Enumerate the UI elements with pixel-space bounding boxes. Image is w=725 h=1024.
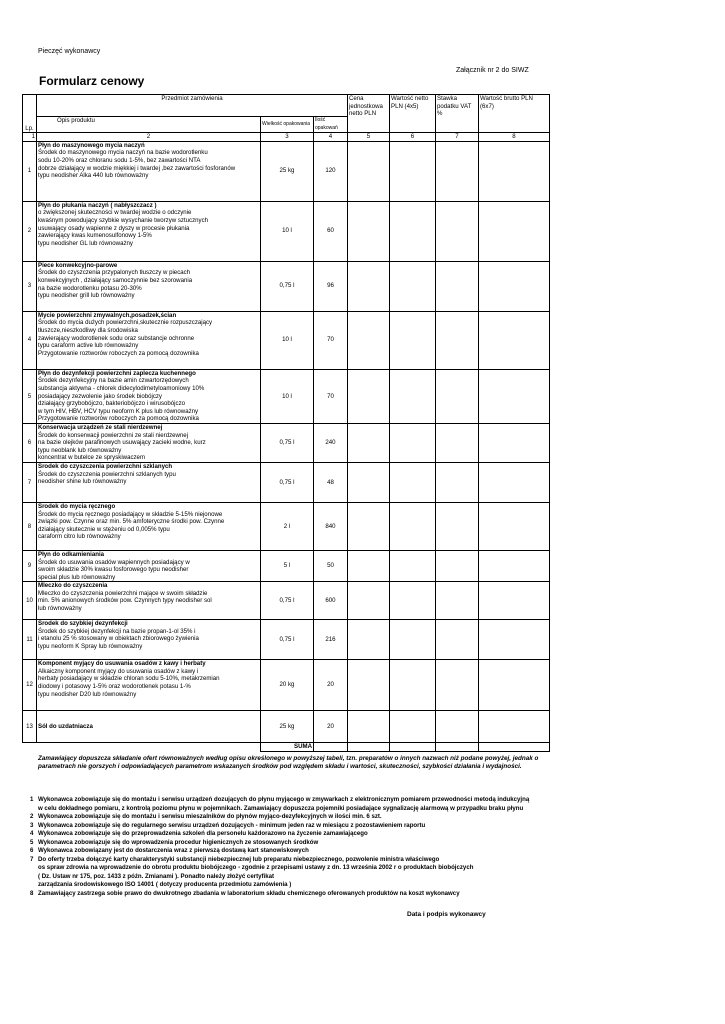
header-unit-price: Cena jednostkowa netto PLN (348, 95, 390, 133)
condition-number: 4 (30, 830, 34, 837)
product-desc-line: Przygotowanie roztworów roboczych za pomocą dozownika (38, 349, 199, 357)
unit-price-cell[interactable] (348, 261, 390, 311)
unit-price-cell[interactable] (348, 502, 390, 550)
annex-label: Załącznik nr 2 do SIWZ (456, 67, 529, 74)
product-desc-line: diodowy i potasowy 1-5% oraz wodorotlenek potasu 1-% (38, 683, 191, 691)
vat-cell[interactable] (436, 423, 479, 462)
pack-count: 600 (314, 582, 348, 620)
unit-price-cell[interactable] (348, 660, 390, 711)
product-desc-line: sodu 10-20% oraz chloranu sodu 1-5%, bez zawartości NTA (38, 156, 201, 164)
row-lp: 4 (23, 311, 37, 369)
condition-number: 7 (30, 855, 34, 863)
row-lp: 12 (23, 660, 37, 711)
row-lp: 5 (23, 369, 37, 423)
gross-value-cell[interactable] (479, 711, 550, 743)
product-desc-line: special plus lub równoważny (38, 573, 116, 581)
condition-number (30, 805, 38, 814)
vat-cell[interactable] (436, 311, 479, 369)
product-desc-line: typu caraform active lub równoważny (38, 342, 139, 350)
row-lp: 13 (23, 711, 37, 743)
product-description (37, 311, 261, 369)
condition-item (30, 864, 590, 873)
condition-text: ( Dz. Ustaw nr 175, poz. 1433 z późn. Zmianami ). Ponadto należy złożyć certyfikat (38, 872, 275, 880)
product-desc-line: swoim składzie 30% kwasu fosforowego typu neodisher (38, 566, 189, 574)
sum-cell[interactable] (348, 743, 390, 752)
product-desc-line: Środek do mycia ręcznego posiadający w składzie 5-15% niejonowe (38, 510, 223, 518)
header-net-value: Wartość netto PLN (4x5) (390, 95, 436, 133)
condition-item (30, 881, 590, 890)
stamp-label: Pieczęć wykonawcy (38, 48, 101, 55)
table-row (23, 550, 550, 581)
gross-value-cell[interactable] (479, 502, 550, 550)
product-desc-line: min. 5% anionowych środków pow. Czynnych typy neodisher sol (38, 597, 212, 605)
pack-count: 20 (314, 660, 348, 711)
product-desc-line: na bazie olejków parafinowych usuwający zacieki wodne, kurz (38, 439, 206, 447)
net-value-cell[interactable] (390, 711, 436, 743)
product-desc-line: caraform citro lub równoważny (38, 533, 121, 541)
product-description (37, 201, 261, 261)
pack-size: 10 l (261, 201, 314, 261)
product-desc-line: typu neodisher GL lub równoważny (38, 239, 133, 247)
product-desc-line: Środek do maszynowego mycia naczyń na bazie wodorotlenku (38, 149, 208, 157)
gross-value-cell[interactable] (479, 582, 550, 620)
product-title: Płyn do maszynowego mycia naczyń (38, 141, 145, 149)
condition-text: Wykonawca zobowiązuje się do przeprowadzenia szkoleń dla personelu każdorazowo na życzenie zamawiającego (38, 830, 368, 837)
pack-count: 50 (314, 550, 348, 581)
product-desc-line: neodisher shine lub równoważny (38, 478, 127, 486)
product-title: Mleczko do czyszczenia (38, 582, 108, 590)
table-row (23, 141, 550, 201)
row-lp: 3 (23, 261, 37, 311)
pack-count: 120 (314, 141, 348, 201)
pack-size: 0,75 l (261, 620, 314, 660)
net-value-cell[interactable] (390, 201, 436, 261)
table-row (23, 423, 550, 462)
net-value-cell[interactable] (390, 423, 436, 462)
col-number: 3 (261, 133, 314, 142)
unit-price-cell[interactable] (348, 141, 390, 201)
sum-spacer (23, 743, 261, 752)
sum-cell[interactable] (390, 743, 436, 752)
pack-size: 0,75 l (261, 261, 314, 311)
product-desc-line: w tym HIV, HBV, HCV typu neoform K plus lub równoważny (38, 407, 199, 415)
product-desc-line: działający grzybobójczo, bakteriobójczo i wirusobójczo (38, 400, 185, 408)
vat-cell[interactable] (436, 502, 479, 550)
gross-value-cell[interactable] (479, 201, 550, 261)
product-desc-line: Środek do mycia dużych powierzchni,skutecznie rozpuszczający (38, 319, 213, 327)
product-description (37, 620, 261, 660)
sum-cell[interactable] (314, 743, 348, 752)
product-desc-line: Środek do usuwania osadów wapiennych posiadający w (38, 558, 190, 566)
net-value-cell[interactable] (390, 582, 436, 620)
product-desc-line: dobrze działający w wodzie miękkiej i twardej ,bez zawartości fosforanów (38, 164, 236, 172)
row-lp: 6 (23, 423, 37, 462)
product-description (37, 502, 261, 550)
gross-value-cell[interactable] (479, 141, 550, 201)
table-row (23, 711, 550, 743)
product-desc-line: i etanolu 25 % stosowany w obiektach zbiorowego żywienia (38, 635, 199, 643)
pack-count: 48 (314, 462, 348, 502)
condition-text: Do oferty trzeba dołączyć karty charakterystyki substancji niebezpiecznej lub preparatu niebezpiecznego, pozwolenie ministra właściwego (38, 855, 440, 863)
gross-value-cell[interactable] (479, 261, 550, 311)
vat-cell[interactable] (436, 660, 479, 711)
net-value-cell[interactable] (390, 311, 436, 369)
condition-number: 3 (30, 821, 34, 829)
vat-cell[interactable] (436, 711, 479, 743)
unit-price-cell[interactable] (348, 711, 390, 743)
product-title: Komponent myjący do usuwania osadów z kawy i herbaty (38, 660, 206, 668)
product-description (37, 711, 261, 743)
row-lp: 11 (23, 620, 37, 660)
product-title: Środek do szybkiej dezynfekcji (38, 620, 128, 628)
product-desc-line: na bazie wodorotlenku potasu 20-30% (38, 284, 142, 292)
condition-text: Wykonawca zobowiązuje się do regularnego serwisu urządzeń dozujących - minimum jeden raz w miesiącu z pozostawieniem raportu (38, 821, 426, 829)
product-title: Płyn do płukania naczyń ( nabłyszczacz ) (38, 201, 157, 209)
condition-text: zarządzania środowiskowego ISO 14001 ( dotyczy producenta przedmiotu zamówienia ) (38, 881, 292, 888)
col-number: 5 (348, 133, 390, 142)
col-number: 8 (479, 133, 550, 142)
condition-number: 6 (30, 847, 34, 854)
condition-item (30, 839, 590, 848)
vat-cell[interactable] (436, 201, 479, 261)
net-value-cell[interactable] (390, 462, 436, 502)
pack-count: 96 (314, 261, 348, 311)
product-desc-line: lub równoważny (38, 605, 82, 613)
sum-cell[interactable] (479, 743, 550, 752)
vat-cell[interactable] (436, 620, 479, 660)
pack-size: 20 kg (261, 660, 314, 711)
net-value-cell[interactable] (390, 369, 436, 423)
product-description (37, 550, 261, 581)
condition-item (30, 847, 590, 856)
pack-size: 0,75 l (261, 423, 314, 462)
condition-text: Wykonawca zobowiązuje się do montażu i serwisu urządzeń dozujących do płynu myjącego w zmywarkach z elektronicznym pomiarem przewodności metodą indukcyjną (38, 796, 530, 803)
product-desc-line: kwaśnym powodujący szybkie wysychanie tworzyw sztucznych (38, 216, 209, 224)
pack-size: 2 l (261, 502, 314, 550)
condition-item (30, 890, 590, 899)
condition-text: Wykonawca zobowiązuje się do wprowadzenia procedur higienicznych ze stosowanych środków (38, 838, 319, 846)
product-desc-line: o zwiększonej skuteczności w twardej wodzie o odczynie (38, 209, 192, 217)
gross-value-cell[interactable] (479, 423, 550, 462)
product-desc-line: Środek do konserwacji powierzchni ze stali nierdzewnej (38, 431, 189, 439)
product-desc-line: Środek do czyszczenia powierzchni szklanych typu (38, 470, 176, 478)
equivalence-note: Zamawiający dopuszcza składanie ofert równoważnych według opisu określonego w powyższej tabeli, tzn. preparatów o innych nazwach niż podane powyżej, jednak o parametrach nie gorszych i odpowiadających parametrom wskazanych środków pod względem składu i wartości, skuteczności, szybkości działania i wydajności. (38, 755, 539, 770)
condition-item (30, 856, 590, 865)
product-desc-line: konwekcyjnych , działający samoczynnie bez szorowania (38, 276, 193, 284)
row-lp: 1 (23, 141, 37, 201)
unit-price-cell[interactable] (348, 423, 390, 462)
product-title: Konserwacja urządzeń ze stali nierdzewnej (38, 423, 163, 431)
product-description (37, 423, 261, 462)
net-value-cell[interactable] (390, 141, 436, 201)
table-row (23, 261, 550, 311)
signature-label: Data i podpis wykonawcy (407, 911, 486, 918)
row-lp: 2 (23, 201, 37, 261)
table-row (23, 462, 550, 502)
pack-size: 10 l (261, 311, 314, 369)
row-lp: 8 (23, 502, 37, 550)
product-title: Środek do czyszczenia powierzchni szklanych (38, 462, 173, 470)
pack-count: 240 (314, 423, 348, 462)
table-row (23, 311, 550, 369)
unit-price-cell[interactable] (348, 201, 390, 261)
conditions-list (30, 796, 590, 898)
condition-text: Zamawiający zastrzega sobie prawo do dwukrotnego zbadania w laboratorium składu chemicznego oferowanych produktów na koszt wykonawcy (38, 889, 460, 897)
gross-value-cell[interactable] (479, 620, 550, 660)
row-lp: 10 (23, 582, 37, 620)
product-desc-line: Środek do szybkiej dezynfekcji na bazie propan-1-ol 35% i (38, 627, 196, 635)
condition-number: 1 (30, 796, 34, 803)
unit-price-cell[interactable] (348, 311, 390, 369)
pack-count: 70 (314, 369, 348, 423)
product-title: Środek do mycia ręcznego (38, 502, 116, 510)
condition-number: 8 (30, 889, 34, 897)
table-row (23, 369, 550, 423)
sum-row (23, 743, 550, 752)
gross-value-cell[interactable] (479, 311, 550, 369)
product-desc-line: typu neodisher grill lub równoważny (38, 292, 135, 300)
condition-number: 2 (30, 813, 34, 820)
condition-text: os spraw zdrowia na wprowadzenie do obrotu produktu biobójczego - zgodnie z przepisami ustawy z dn. 13 września 2002 r o produktach biobójczych (38, 864, 474, 871)
page-title: Formularz cenowy (39, 74, 145, 88)
product-title: Mycie powierzchni zmywalnych,posadzek,ścian (38, 311, 177, 319)
product-desc-line: typu neodisher Alka 440 lub równoważny (38, 172, 149, 180)
net-value-cell[interactable] (390, 261, 436, 311)
net-value-cell[interactable] (390, 550, 436, 581)
gross-value-cell[interactable] (479, 369, 550, 423)
condition-text: w celu dokładnego pomiaru, z kontrolą poziomu płynu w pojemnikach. Zamawiający dopuszcza pojemniki posiadające sygnalizację alarmową w przypadku braku płynu (38, 804, 524, 812)
product-title: Piece konwekcyjno-parowe (38, 261, 118, 269)
table-row (23, 582, 550, 620)
pack-count: 840 (314, 502, 348, 550)
gross-value-cell[interactable] (479, 462, 550, 502)
pack-size: 25 kg (261, 141, 314, 201)
condition-number: 5 (30, 838, 34, 846)
condition-item (30, 813, 590, 822)
product-description (37, 660, 261, 711)
product-description (37, 141, 261, 201)
pack-count: 216 (314, 620, 348, 660)
product-desc-line: Środek dezynfekcyjny na bazie amin czwartorzędowych (38, 377, 189, 385)
product-desc-line: posiadający zezwolenie jako środek biobójczy (38, 392, 162, 400)
pack-count: 20 (314, 711, 348, 743)
pack-size: 0,75 l (261, 582, 314, 620)
product-desc-line: typu neoblank lub równoważny (38, 446, 122, 454)
vat-cell[interactable] (436, 261, 479, 311)
col-number: 2 (37, 133, 261, 142)
header-subject: Przedmiot zamówienia (37, 95, 348, 117)
header-pack-count: Ilość opakowań (314, 117, 348, 133)
vat-cell[interactable] (436, 462, 479, 502)
unit-price-cell[interactable] (348, 620, 390, 660)
product-title: Sól do uzdatniacza (38, 722, 93, 730)
header-product-desc: Opis produktu (37, 117, 261, 133)
unit-price-cell[interactable] (348, 369, 390, 423)
product-desc-line: typu neoform K Spray lub równoważny (38, 643, 143, 651)
product-desc-line: działający skutecznie w stężeniu od 0,005% typu (38, 525, 170, 533)
net-value-cell[interactable] (390, 620, 436, 660)
row-lp: 7 (23, 462, 37, 502)
col-number: 6 (390, 133, 436, 142)
product-desc-line: Przygotowanie roztworów roboczych za pomocą dozownika (38, 415, 199, 423)
pack-count: 60 (314, 201, 348, 261)
product-description (37, 582, 261, 620)
row-lp: 9 (23, 550, 37, 581)
product-desc-line: Mleczko do czyszczenia powierzchni mające w swoim składzie (38, 589, 208, 597)
condition-number (30, 864, 38, 873)
header-vat: Stawka podatku VAT % (436, 95, 479, 133)
product-desc-line: Alkaiczny komponent myjący do usuwania osadów z kawy i (38, 667, 199, 675)
condition-item (30, 796, 590, 805)
product-description (37, 369, 261, 423)
product-desc-line: zawierający wodorotlenek sodu oraz substancje ochronne (38, 334, 195, 342)
unit-price-cell[interactable] (348, 550, 390, 581)
net-value-cell[interactable] (390, 660, 436, 711)
col-number: 7 (436, 133, 479, 142)
pack-count: 70 (314, 311, 348, 369)
condition-item (30, 830, 590, 839)
product-desc-line: Środek do czyszczenia przypalonych tłuszczy w piecach (38, 269, 191, 277)
net-value-cell[interactable] (390, 502, 436, 550)
gross-value-cell[interactable] (479, 550, 550, 581)
table-row (23, 201, 550, 261)
product-desc-line: typu neodisher D20 lub równoważny (38, 690, 137, 698)
condition-item (30, 873, 590, 882)
product-desc-line: usuwający osady wapienne z dyszy w procesie płukania (38, 224, 190, 232)
condition-number (30, 881, 38, 890)
header-gross-value: Wartość brutto PLN (6x7) (479, 95, 550, 133)
product-title: Płyn do odkamieniania (38, 550, 105, 558)
condition-number (30, 873, 38, 882)
col-number: 1 (23, 133, 37, 142)
vat-cell[interactable] (436, 582, 479, 620)
product-desc-line: herbaty posiadający w składzie chloran sodu 5-10%, metakrzemian (38, 675, 220, 683)
condition-text: Wykonawca zobowiązany jest do dostarczenia wraz z pierwszą dostawą kart stanowiskowych (38, 847, 309, 854)
table-row (23, 502, 550, 550)
product-desc-line: koncentrat w butelce ze spryskiwaczem (38, 454, 146, 462)
condition-text: Wykonawca zobowiązuje się do montażu i serwisu mieszalników do płynów myjąco-dezyfekcyjnych w ilości min. 6 szt. (38, 813, 382, 820)
vat-cell[interactable] (436, 550, 479, 581)
unit-price-cell[interactable] (348, 462, 390, 502)
product-desc-line: tłuszcze,nieszkodliwy dla środowiska (38, 326, 138, 334)
pack-size: 0,75 l (261, 462, 314, 502)
sum-label: SUMA (261, 743, 314, 752)
header-lp: Lp. (23, 95, 37, 133)
col-number: 4 (314, 133, 348, 142)
product-description (37, 261, 261, 311)
unit-price-cell[interactable] (348, 582, 390, 620)
condition-item (30, 822, 590, 831)
vat-cell[interactable] (436, 369, 479, 423)
product-description (37, 462, 261, 502)
sum-cell[interactable] (436, 743, 479, 752)
column-number-row (23, 133, 550, 142)
pack-size: 25 kg (261, 711, 314, 743)
product-desc-line: zawierający kwas kumenosulfonowy 1-5% (38, 232, 152, 240)
product-desc-line: związki pow. Czynne oraz min. 5% amfoteryczne środki pow. Czynne (38, 518, 225, 526)
gross-value-cell[interactable] (479, 660, 550, 711)
price-table (22, 94, 550, 752)
product-title: Płyn do dezynfekcji powierzchni zaplecza kuchennego (38, 369, 196, 377)
table-row (23, 660, 550, 711)
condition-item (30, 805, 590, 814)
header-pack-size: Wielkość opakowania (261, 117, 314, 133)
product-desc-line: substancja aktywna - chlorek didecylodimetyloamoniowy 10% (38, 384, 205, 392)
pack-size: 5 l (261, 550, 314, 581)
vat-cell[interactable] (436, 141, 479, 201)
pack-size: 10 l (261, 369, 314, 423)
table-row (23, 620, 550, 660)
